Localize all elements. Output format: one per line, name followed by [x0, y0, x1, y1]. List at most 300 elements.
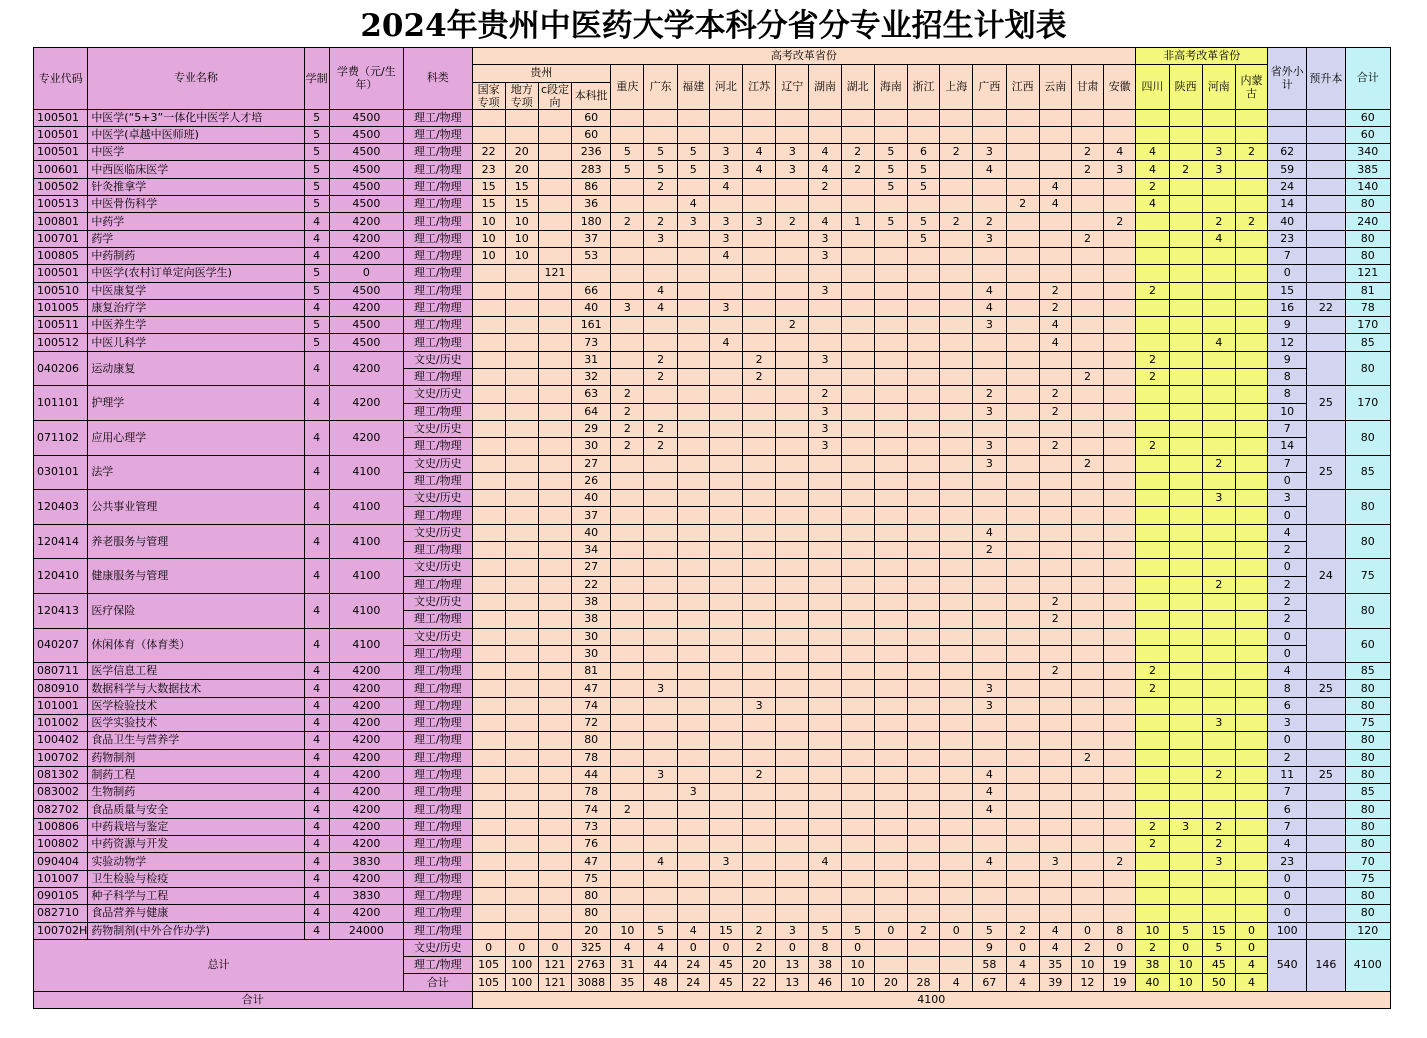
subject-type: 文史/历史 — [404, 559, 472, 576]
quota-cell — [907, 611, 939, 628]
header-province: 湖南 — [809, 65, 841, 109]
quota-cell: 32 — [572, 369, 611, 386]
quota-cell — [472, 714, 505, 731]
quota-cell — [1104, 628, 1136, 645]
quota-cell: 27 — [572, 455, 611, 472]
quota-cell — [709, 576, 742, 593]
quota-cell — [1071, 870, 1103, 887]
quota-cell: 75 — [572, 870, 611, 887]
quota-cell: 10 — [1136, 922, 1169, 939]
header-province: 重庆 — [611, 65, 644, 109]
quota-cell — [1136, 784, 1169, 801]
quota-cell — [874, 351, 907, 368]
quota-cell — [538, 559, 571, 576]
major-years: 4 — [304, 784, 329, 801]
quota-cell — [1039, 230, 1071, 247]
quota-cell — [472, 507, 505, 524]
quota-cell: 3 — [644, 766, 677, 783]
quota-cell — [611, 576, 644, 593]
quota-cell: 10 — [611, 922, 644, 939]
quota-cell — [841, 490, 874, 507]
quota-cell: 2 — [1104, 853, 1136, 870]
quota-cell — [644, 490, 677, 507]
major-code: 100511 — [34, 317, 88, 334]
quota-cell — [611, 230, 644, 247]
quota-cell — [538, 369, 571, 386]
quota-cell — [776, 749, 809, 766]
quota-cell — [874, 265, 907, 282]
quota-cell — [677, 126, 709, 143]
total-cell: 80 — [1345, 196, 1390, 213]
quota-cell — [1039, 213, 1071, 230]
major-name: 公共事业管理 — [88, 490, 304, 525]
quota-cell — [677, 490, 709, 507]
table-row — [34, 887, 1391, 904]
quota-cell — [1136, 507, 1169, 524]
quota-cell — [809, 524, 841, 541]
quota-cell — [907, 559, 939, 576]
major-code: 100805 — [34, 247, 88, 264]
quota-cell — [776, 784, 809, 801]
quota-cell: 2 — [1039, 403, 1071, 420]
quota-cell — [1169, 472, 1202, 489]
subject-type: 理工/物理 — [404, 403, 472, 420]
quota-cell — [1136, 887, 1169, 904]
quota-cell — [940, 766, 973, 783]
quota-cell — [538, 818, 571, 835]
quota-cell — [1104, 438, 1136, 455]
total-cell: 240 — [1345, 213, 1390, 230]
major-name: 养老服务与管理 — [88, 524, 304, 559]
quota-cell — [677, 247, 709, 264]
table-row — [34, 126, 1391, 143]
summary-row — [34, 939, 1391, 956]
quota-cell — [841, 628, 874, 645]
quota-cell — [1136, 524, 1169, 541]
quota-cell: 2 — [644, 420, 677, 437]
quota-cell: 5 — [874, 161, 907, 178]
quota-cell — [505, 438, 538, 455]
pre-upgrade-cell — [1307, 334, 1345, 351]
quota-cell: 4 — [973, 524, 1006, 541]
quota-cell: 4 — [809, 161, 841, 178]
quota-cell: 5 — [973, 922, 1006, 939]
quota-cell: 59 — [1268, 161, 1307, 178]
quota-cell — [472, 663, 505, 680]
quota-cell — [709, 403, 742, 420]
quota-cell — [940, 490, 973, 507]
grand-total-value: 4100 — [472, 991, 1390, 1008]
quota-cell — [940, 524, 973, 541]
major-name: 中医学 — [88, 144, 304, 161]
quota-cell — [538, 334, 571, 351]
quota-cell — [1104, 196, 1136, 213]
summary-cell: 0 — [505, 939, 538, 956]
quota-cell — [1071, 732, 1103, 749]
quota-cell: 283 — [572, 161, 611, 178]
major-code: 082702 — [34, 801, 88, 818]
major-years: 4 — [304, 299, 329, 316]
quota-cell — [1071, 438, 1103, 455]
quota-cell — [841, 611, 874, 628]
quota-cell: 2 — [611, 386, 644, 403]
quota-cell: 2 — [1104, 213, 1136, 230]
quota-cell — [538, 126, 571, 143]
quota-cell — [1235, 853, 1267, 870]
quota-cell — [841, 887, 874, 904]
quota-cell — [973, 818, 1006, 835]
subject-type: 文史/历史 — [404, 420, 472, 437]
quota-cell — [677, 559, 709, 576]
major-code: 100512 — [34, 334, 88, 351]
quota-cell — [809, 697, 841, 714]
quota-cell — [874, 697, 907, 714]
quota-cell — [1169, 628, 1202, 645]
quota-cell — [1202, 247, 1235, 264]
quota-cell — [1104, 334, 1136, 351]
major-years: 4 — [304, 905, 329, 922]
quota-cell — [1202, 403, 1235, 420]
quota-cell: 10 — [472, 213, 505, 230]
quota-cell: 2 — [1071, 144, 1103, 161]
table-row — [34, 801, 1391, 818]
quota-cell: 3 — [973, 697, 1006, 714]
quota-cell — [973, 265, 1006, 282]
summary-cell: 10 — [841, 957, 874, 974]
quota-cell — [611, 334, 644, 351]
table-row — [34, 420, 1391, 437]
quota-cell — [1039, 576, 1071, 593]
quota-cell — [1104, 576, 1136, 593]
header-province: 江西 — [1006, 65, 1039, 109]
major-code: 100502 — [34, 178, 88, 195]
quota-cell — [538, 663, 571, 680]
quota-cell — [874, 663, 907, 680]
quota-cell — [841, 524, 874, 541]
pre-upgrade-cell — [1307, 905, 1345, 922]
table-row — [34, 455, 1391, 472]
quota-cell — [644, 784, 677, 801]
quota-cell: 20 — [505, 161, 538, 178]
summary-cell: 0 — [472, 939, 505, 956]
major-code: 120414 — [34, 524, 88, 559]
major-fee: 4200 — [329, 714, 403, 731]
quota-cell — [538, 870, 571, 887]
quota-cell — [1235, 299, 1267, 316]
quota-cell: 14 — [1268, 438, 1307, 455]
major-years: 5 — [304, 282, 329, 299]
quota-cell: 60 — [572, 126, 611, 143]
quota-cell: 4 — [644, 299, 677, 316]
quota-cell — [472, 680, 505, 697]
quota-cell — [1202, 628, 1235, 645]
quota-cell — [1039, 732, 1071, 749]
quota-cell — [1039, 369, 1071, 386]
quota-cell — [1071, 490, 1103, 507]
major-years: 4 — [304, 524, 329, 559]
quota-cell — [973, 836, 1006, 853]
major-fee: 4500 — [329, 126, 403, 143]
quota-cell — [505, 905, 538, 922]
quota-cell — [809, 870, 841, 887]
quota-cell — [776, 870, 809, 887]
quota-cell: 4 — [1202, 230, 1235, 247]
quota-cell — [874, 472, 907, 489]
quota-cell — [940, 870, 973, 887]
quota-cell — [1169, 299, 1202, 316]
pre-upgrade-cell: 25 — [1307, 680, 1345, 697]
quota-cell: 3 — [709, 161, 742, 178]
major-name: 药物制剂 — [88, 749, 304, 766]
quota-cell — [874, 420, 907, 437]
total-cell: 85 — [1345, 334, 1390, 351]
pre-upgrade-cell — [1307, 714, 1345, 731]
summary-cell: 0 — [1169, 939, 1202, 956]
subject-type: 理工/物理 — [404, 957, 472, 974]
pre-upgrade-cell — [1307, 161, 1345, 178]
quota-cell — [1104, 455, 1136, 472]
pre-upgrade-cell — [1307, 144, 1345, 161]
quota-cell — [973, 369, 1006, 386]
quota-cell — [743, 576, 776, 593]
page-title: 2024年贵州中医药大学本科分省分专业招生计划表 — [360, 8, 1067, 44]
quota-cell: 2 — [1268, 593, 1307, 610]
subject-type: 文史/历史 — [404, 939, 472, 956]
quota-cell — [940, 265, 973, 282]
quota-cell — [874, 784, 907, 801]
quota-cell — [940, 749, 973, 766]
major-years: 5 — [304, 161, 329, 178]
quota-cell — [1104, 645, 1136, 662]
pre-upgrade-cell — [1307, 420, 1345, 455]
quota-cell: 3 — [709, 230, 742, 247]
quota-cell — [644, 455, 677, 472]
header-province: 云南 — [1039, 65, 1071, 109]
subject-type: 理工/物理 — [404, 749, 472, 766]
quota-cell — [907, 593, 939, 610]
quota-cell — [841, 403, 874, 420]
quota-cell — [874, 386, 907, 403]
table-row — [34, 351, 1391, 368]
quota-cell — [1235, 818, 1267, 835]
quota-cell: 4 — [809, 144, 841, 161]
pre-upgrade-cell: 25 — [1307, 766, 1345, 783]
quota-cell — [776, 836, 809, 853]
major-years: 4 — [304, 680, 329, 697]
enrollment-table — [33, 47, 1391, 1009]
pre-upgrade-cell — [1307, 351, 1345, 386]
quota-cell — [1136, 749, 1169, 766]
quota-cell: 80 — [572, 732, 611, 749]
total-cell: 340 — [1345, 144, 1390, 161]
quota-cell — [940, 109, 973, 126]
quota-cell — [973, 334, 1006, 351]
quota-cell — [1235, 109, 1267, 126]
quota-cell — [538, 697, 571, 714]
quota-cell — [973, 628, 1006, 645]
quota-cell — [538, 593, 571, 610]
quota-cell — [538, 714, 571, 731]
major-years: 4 — [304, 420, 329, 455]
quota-cell: 2 — [611, 213, 644, 230]
major-name: 针灸推拿学 — [88, 178, 304, 195]
quota-cell — [1006, 628, 1039, 645]
quota-cell — [505, 299, 538, 316]
pre-upgrade-cell — [1307, 213, 1345, 230]
quota-cell — [472, 265, 505, 282]
summary-cell: 40 — [1136, 974, 1169, 991]
quota-cell — [1136, 714, 1169, 731]
quota-cell — [472, 645, 505, 662]
quota-cell: 2 — [1202, 766, 1235, 783]
quota-cell: 3 — [973, 438, 1006, 455]
major-name: 食品质量与安全 — [88, 801, 304, 818]
quota-cell — [538, 887, 571, 904]
quota-cell — [1104, 109, 1136, 126]
quota-cell — [809, 455, 841, 472]
quota-cell — [874, 109, 907, 126]
quota-cell: 3 — [973, 317, 1006, 334]
quota-cell — [841, 680, 874, 697]
quota-cell — [611, 490, 644, 507]
summary-cell: 31 — [611, 957, 644, 974]
major-years: 5 — [304, 109, 329, 126]
table-row — [34, 593, 1391, 610]
table-row — [34, 144, 1391, 161]
quota-cell — [1071, 559, 1103, 576]
major-code: 100402 — [34, 732, 88, 749]
major-years: 4 — [304, 247, 329, 264]
quota-cell — [611, 836, 644, 853]
quota-cell: 60 — [572, 109, 611, 126]
quota-cell — [841, 836, 874, 853]
major-fee: 4200 — [329, 766, 403, 783]
quota-cell — [1071, 714, 1103, 731]
quota-cell — [611, 714, 644, 731]
quota-cell: 3 — [973, 455, 1006, 472]
quota-cell: 4 — [709, 334, 742, 351]
quota-cell — [1071, 420, 1103, 437]
total-cell: 85 — [1345, 455, 1390, 490]
quota-cell — [973, 663, 1006, 680]
quota-cell — [1235, 593, 1267, 610]
subject-type: 理工/物理 — [404, 887, 472, 904]
pre-upgrade-cell — [1307, 109, 1345, 126]
quota-cell: 2 — [1268, 542, 1307, 559]
quota-cell — [874, 576, 907, 593]
header-guizhou-sub: 国家专项 — [472, 82, 505, 109]
quota-cell — [1006, 438, 1039, 455]
quota-cell: 2 — [973, 542, 1006, 559]
quota-cell — [677, 351, 709, 368]
quota-cell: 44 — [572, 766, 611, 783]
major-code: 082710 — [34, 905, 88, 922]
total-cell: 80 — [1345, 490, 1390, 525]
total-cell: 140 — [1345, 178, 1390, 195]
quota-cell — [709, 351, 742, 368]
quota-cell — [1071, 836, 1103, 853]
quota-cell — [1136, 697, 1169, 714]
quota-cell — [1071, 593, 1103, 610]
quota-cell: 4 — [1039, 196, 1071, 213]
quota-cell: 2 — [743, 766, 776, 783]
major-fee: 4200 — [329, 801, 403, 818]
quota-cell — [841, 542, 874, 559]
major-name: 医学信息工程 — [88, 663, 304, 680]
quota-cell — [1169, 455, 1202, 472]
quota-cell — [709, 126, 742, 143]
table-row — [34, 247, 1391, 264]
quota-cell — [907, 507, 939, 524]
quota-cell — [677, 645, 709, 662]
quota-cell: 4 — [1268, 663, 1307, 680]
quota-cell — [1039, 818, 1071, 835]
quota-cell — [611, 663, 644, 680]
subject-type: 理工/物理 — [404, 611, 472, 628]
pre-upgrade-cell — [1307, 818, 1345, 835]
quota-cell — [874, 542, 907, 559]
summary-cell — [874, 957, 907, 974]
summary-cell: 0 — [776, 939, 809, 956]
quota-cell — [1006, 161, 1039, 178]
quota-cell — [1039, 645, 1071, 662]
quota-cell — [874, 299, 907, 316]
quota-cell — [1104, 663, 1136, 680]
quota-cell — [1202, 697, 1235, 714]
major-years: 4 — [304, 628, 329, 663]
quota-cell — [1202, 126, 1235, 143]
quota-cell — [809, 801, 841, 818]
summary-cell: 48 — [644, 974, 677, 991]
quota-cell: 3 — [644, 680, 677, 697]
quota-cell — [841, 317, 874, 334]
quota-cell: 3 — [809, 351, 841, 368]
quota-cell — [1039, 697, 1071, 714]
quota-cell — [1169, 559, 1202, 576]
quota-cell — [776, 593, 809, 610]
quota-cell — [743, 593, 776, 610]
total-cell: 80 — [1345, 732, 1390, 749]
quota-cell — [572, 265, 611, 282]
quota-cell — [973, 351, 1006, 368]
quota-cell — [1169, 213, 1202, 230]
quota-cell — [709, 507, 742, 524]
quota-cell — [1104, 403, 1136, 420]
quota-cell — [940, 887, 973, 904]
quota-cell — [538, 196, 571, 213]
quota-cell: 2 — [841, 144, 874, 161]
quota-cell — [841, 749, 874, 766]
quota-cell — [1235, 265, 1267, 282]
major-code: 040207 — [34, 628, 88, 663]
quota-cell — [1235, 247, 1267, 264]
summary-cell: 4 — [1235, 974, 1267, 991]
header-province: 四川 — [1136, 65, 1169, 109]
quota-cell — [1202, 645, 1235, 662]
quota-cell — [644, 576, 677, 593]
quota-cell — [809, 576, 841, 593]
quota-cell — [776, 905, 809, 922]
quota-cell: 47 — [572, 853, 611, 870]
quota-cell — [940, 576, 973, 593]
quota-cell — [743, 455, 776, 472]
quota-cell — [709, 714, 742, 731]
total-cell: 170 — [1345, 386, 1390, 421]
quota-cell — [1169, 144, 1202, 161]
quota-cell — [1202, 109, 1235, 126]
summary-cell: 19 — [1104, 957, 1136, 974]
quota-cell — [1039, 542, 1071, 559]
